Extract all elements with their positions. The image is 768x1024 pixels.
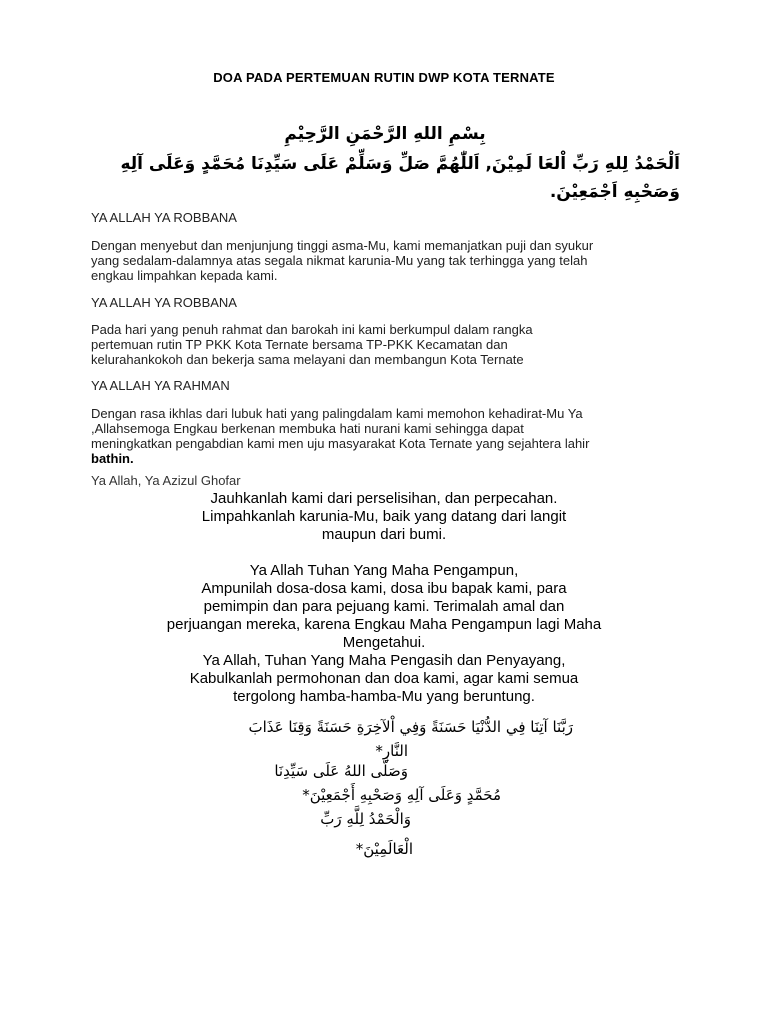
doa-arabic-line: وَالْحَمْدُ لِلَّهِ رَبِّ [320, 810, 411, 828]
paragraph-3-line: Dengan rasa ikhlas dari lubuk hati yang palingdalam kami memohon kehadirat-Mu Ya [91, 406, 583, 421]
paragraph-2 [91, 322, 691, 367]
prayer-line: Jauhkanlah kami dari perselisihan, dan perpecahan. [210, 490, 558, 507]
doa-arabic-line: وَصَلَّى اللهُ عَلَى سَيِّدِنَا [274, 762, 408, 780]
prayer-line: Mengetahui. [342, 634, 426, 651]
prayer-line: Kabulkanlah permohonan dan doa kami, agar kami semua [189, 670, 579, 687]
paragraph-3 [91, 406, 691, 466]
paragraph-1-line: engkau limpahkan kepada kami. [91, 268, 278, 283]
prayer-line: maupun dari bumi. [321, 526, 447, 543]
prayer-block-1 [0, 490, 768, 544]
prayer-line: Ya Allah, Tuhan Yang Maha Pengasih dan Penyayang, [202, 652, 566, 669]
prayer-line: pemimpin dan para pejuang kami. Terimalah amal dan [203, 598, 565, 615]
paragraph-2-line: pertemuan rutin TP PKK Kota Ternate bersama TP-PKK Kecamatan dan [91, 337, 508, 352]
paragraph-2-line: kelurahankokoh dan bekerja sama melayani dan membangun Kota Ternate [91, 352, 524, 367]
prayer-line: Ampunilah dosa-dosa kami, dosa ibu bapak kami, para [201, 580, 567, 597]
prayer-block-2 [0, 562, 768, 706]
prayer-line: tergolong hamba-hamba-Mu yang beruntung. [233, 688, 535, 705]
paragraph-2-line: Pada hari yang penuh rahmat dan barokah ini kami berkumpul dalam rangka [91, 322, 533, 337]
paragraph-3-line: ,Allahsemoga Engkau berkenan membuka hati nurani kami sehingga dapat [91, 421, 524, 436]
doa-arabic-line: مُحَمَّدٍ وَعَلَى آلِهِ وَصَحْبِهِ أَجْمَعِيْنَ* [302, 786, 501, 804]
doa-arabic-line: الْعَالَمِيْنَ* [355, 840, 413, 858]
heading-ya-azizul-ghofar: Ya Allah, Ya Azizul Ghofar [91, 473, 241, 488]
heading-ya-allah-ya-rahman: YA ALLAH YA RAHMAN [91, 378, 230, 393]
heading-ya-allah-ya-robbana-2: YA ALLAH YA ROBBANA [91, 295, 237, 310]
paragraph-3-line: meningkatkan pengabdian kami men uju masyarakat Kota Ternate yang sejahtera lahir [91, 436, 590, 451]
paragraph-1 [91, 238, 691, 283]
basmala-arabic: بِسْمِ اللهِ الرَّحْمَنِ الرَّحِيْمِ [284, 124, 486, 144]
prayer-line: Limpahkanlah karunia-Mu, baik yang datang dari langit [201, 508, 567, 525]
document-title: DOA PADA PERTEMUAN RUTIN DWP KOTA TERNATE [213, 70, 555, 85]
paragraph-1-line: Dengan menyebut dan menjunjung tinggi asma-Mu, kami memanjatkan puji dan syukur [91, 238, 594, 253]
prayer-line: perjuangan mereka, karena Engkau Maha Pengampun lagi Maha [166, 616, 602, 633]
paragraph-3-line: bathin. [91, 451, 134, 466]
paragraph-1-line: yang sedalam-dalamnya atas segala nikmat karunia-Mu yang tak terhingga yang telah [91, 253, 588, 268]
doa-arabic-line: النَّارِ* [375, 742, 408, 760]
hamdalah-arabic: اَلْحَمْدُ لِلهِ رَبِّ اْلعَا لَمِيْنَ, اَللّٰهُمَّ صَلِّ وَسَلِّمْ عَلَى سَيِّدِنَا مُحَمَّدٍ وَعَلَى آلِهِ وَصَحْبِهِ اَجْمَعِيْنَ. [120, 154, 680, 202]
doa-arabic-line: رَبَّنَا آتِنَا فِي الدُّنْيَا حَسَنَةً وَفِي اْلآخِرَةِ حَسَنَةً وَقِنَا عَذَابَ [248, 718, 573, 736]
heading-ya-allah-ya-robbana-1: YA ALLAH YA ROBBANA [91, 210, 237, 225]
prayer-line: Ya Allah Tuhan Yang Maha Pengampun, [249, 562, 519, 579]
